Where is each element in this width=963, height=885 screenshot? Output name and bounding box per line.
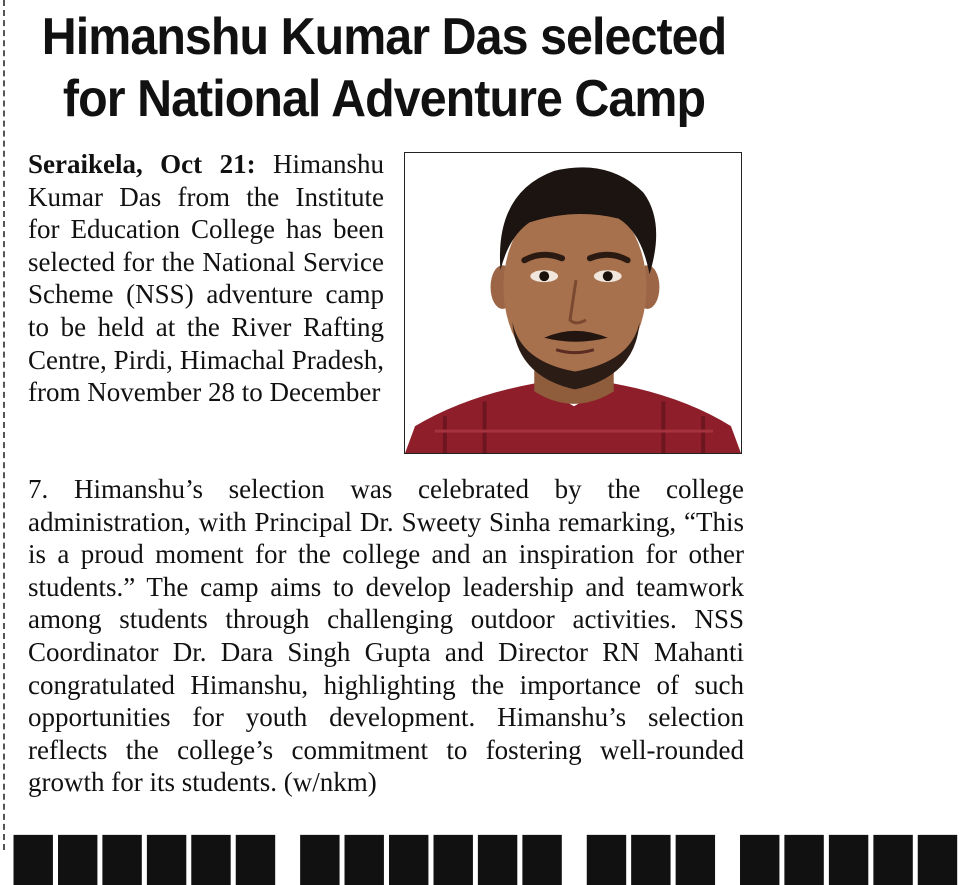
previous-article-fragment	[0, 0, 768, 4]
article-headline: Himanshu Kumar Das selected for National Adventure Camp	[41, 8, 727, 128]
next-article-headline-fragment: ▇▇▇▇▇▇ ▇▇▇▇▇▇ ▇▇▇ ▇▇▇▇▇	[14, 829, 963, 885]
portrait-photo	[404, 152, 742, 454]
page-fold-line	[3, 0, 5, 850]
portrait-illustration	[405, 153, 741, 453]
article-dateline: Seraikela, Oct 21:	[28, 149, 256, 179]
article-body-top	[28, 148, 384, 409]
article-body-top-text: Himanshu Kumar Das from the Institute for Education College has been selected for the National Service Scheme (NSS) adventure camp to be held at the River Rafting Centre, Pirdi, Himachal Pradesh, from November 28 to December	[28, 149, 384, 408]
article-body-bottom: 7. Himanshu’s selection was celebrated by the college administration, with Principal Dr. Sweety Sinha remarking, “This is a proud moment for the college and an inspiration for other students.” The camp aims to develop leadership and teamwork among students through challenging outdoor activities. NSS Coordinator Dr. Dara Singh Gupta and Director RN Mahanti congratulated Himanshu, highlighting the importance of such opportunities for youth development. Himanshu’s selection reflects the college’s commitment to fostering well-rounded growth for its students. (w/nkm)	[28, 474, 744, 798]
